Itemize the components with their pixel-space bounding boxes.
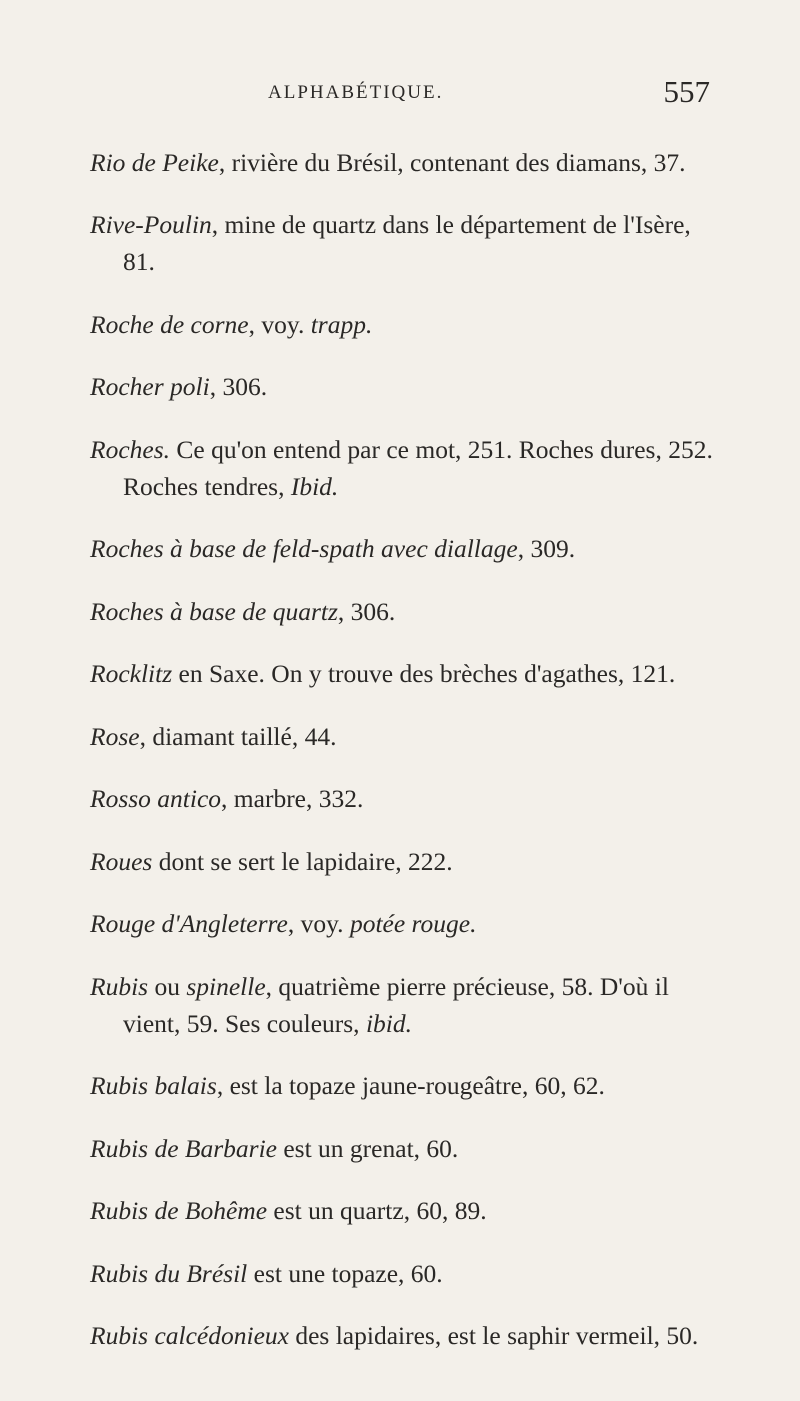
index-entry: Roches. Ce qu'on entend par ce mot, 251. Roches dures, 252. Roches tendres, Ibid. <box>90 434 713 501</box>
index-entry: Rubis du Brésil est une topaze, 60. <box>90 1258 443 1288</box>
index-entry: Roches à base de quartz, 306. <box>90 596 396 626</box>
index-entry: Roche de corne, voy. trapp. <box>90 309 373 339</box>
index-entry: Rubis de Barbarie est un grenat, 60. <box>90 1133 459 1163</box>
index-entry: Rubis ou spinelle, quatrième pierre précieuse, 58. D'où il vient, 59. Ses couleurs, ibid. <box>90 971 669 1038</box>
index-entry: Rubis de Bohême est un quartz, 60, 89. <box>90 1196 487 1225</box>
page-number: 557 <box>663 74 710 109</box>
index-entry: Rive-Poulin, mine de quartz dans le département de l'Isère, 81. <box>90 210 691 276</box>
running-head: ALPHABÉTIQUE. <box>268 82 444 103</box>
index-entry: Rubis balais, est la topaze jaune-rougeâtre, 60, 62. <box>90 1071 605 1100</box>
index-entries <box>90 118 720 1365</box>
index-entry: Rose, diamant taillé, 44. <box>90 721 337 751</box>
index-entry: Roues dont se sert le lapidaire, 222. <box>90 846 453 876</box>
index-entry: Rosso antico, marbre, 332. <box>90 784 364 813</box>
index-entry: Rocklitz en Saxe. On y trouve des brèches d'agathes, 121. <box>90 659 676 688</box>
index-entry: Rubis calcédonieux des lapidaires, est le saphir vermeil, 50. <box>90 1321 699 1350</box>
index-entry: Rio de Peike, rivière du Brésil, contenant des diamans, 37. <box>90 147 686 177</box>
index-entry: Rocher poli, 306. <box>90 372 268 401</box>
index-entry: Rouge d'Angleterre, voy. potée rouge. <box>90 909 477 938</box>
index-entry: Roches à base de feld-spath avec diallage, 309. <box>90 534 576 563</box>
page-header <box>250 74 710 114</box>
